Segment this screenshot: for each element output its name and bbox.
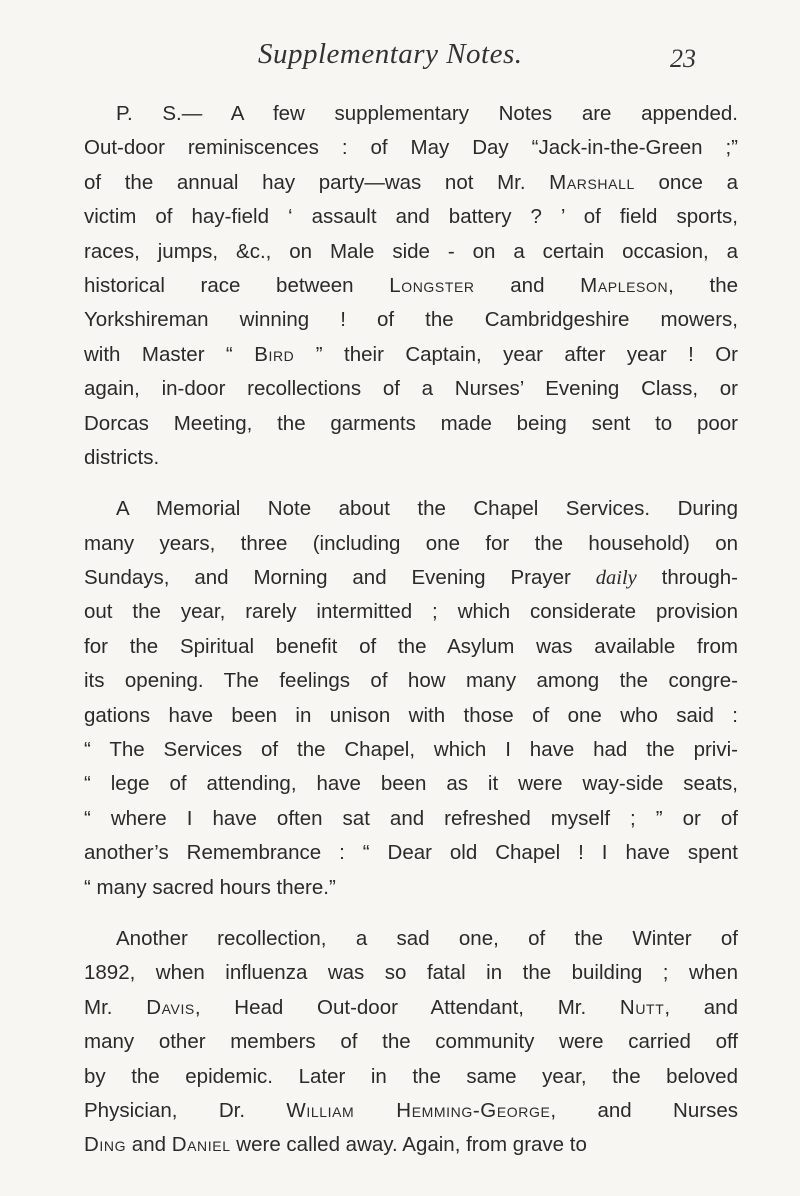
text-run: Dorcas Meeting, the garments made being sent to poor bbox=[84, 411, 738, 435]
text-run: gations have been in unison with those of one who said : bbox=[84, 703, 738, 727]
small-caps-name: Davis bbox=[146, 995, 195, 1019]
text-line bbox=[84, 1025, 738, 1059]
text-run: another’s Remembrance : “ Dear old Chapel ! I have spent bbox=[84, 841, 738, 865]
text-line bbox=[84, 269, 738, 303]
text-run: “ where I have often sat and refreshed myself ; ” or of bbox=[84, 806, 738, 830]
text-run: Sundays, and Morning and Evening Prayer bbox=[84, 566, 596, 590]
text-run: by the epidemic. Later in the same year, the beloved bbox=[84, 1064, 738, 1088]
text-line bbox=[84, 372, 738, 406]
paragraph bbox=[84, 97, 738, 475]
text-line bbox=[84, 871, 738, 905]
italic-text: daily bbox=[595, 567, 637, 590]
text-line bbox=[84, 956, 738, 990]
text-line bbox=[84, 664, 738, 698]
text-run: “ lege of attending, have been as it were way-side seats, bbox=[84, 772, 738, 796]
text-line bbox=[84, 131, 738, 165]
text-line bbox=[84, 303, 738, 337]
text-run: , the bbox=[668, 273, 738, 297]
text-run: Out-door reminiscences : of May Day “Jack-in-the-Green ;” bbox=[84, 136, 738, 160]
text-run: Mr. bbox=[84, 995, 147, 1019]
text-line bbox=[84, 836, 738, 870]
text-run: and bbox=[474, 273, 581, 297]
paragraph bbox=[84, 492, 738, 905]
text-line bbox=[84, 97, 738, 131]
text-run: its opening. The feelings of how many among the congre- bbox=[84, 669, 738, 693]
text-run: A Memorial Note about the Chapel Services. During bbox=[116, 497, 738, 521]
text-run: , and Nurses bbox=[550, 1098, 738, 1122]
text-run: were called away. Again, from grave to bbox=[230, 1133, 587, 1157]
text-line bbox=[84, 595, 738, 629]
text-run: again, in-door recollections of a Nurses’ Evening Class, or bbox=[84, 377, 738, 401]
running-title: Supplementary Notes. bbox=[258, 38, 523, 70]
text-line bbox=[84, 922, 738, 956]
text-line bbox=[84, 235, 738, 269]
text-run: many other members of the community were carried off bbox=[84, 1030, 738, 1054]
text-line bbox=[84, 407, 738, 441]
text-line bbox=[84, 561, 738, 595]
text-run: and bbox=[126, 1133, 172, 1157]
small-caps-name: Nutt bbox=[619, 995, 665, 1019]
text-line bbox=[84, 527, 738, 561]
page-number: 23 bbox=[670, 44, 696, 73]
text-line bbox=[84, 630, 738, 664]
text-line bbox=[84, 441, 738, 475]
paragraph-gap bbox=[84, 905, 738, 922]
small-caps-name: Longster bbox=[389, 273, 475, 297]
text-run: through- bbox=[636, 566, 738, 590]
text-run: 1892, when influenza was so fatal in the building ; when bbox=[84, 961, 738, 985]
text-line bbox=[84, 1128, 738, 1162]
text-line bbox=[84, 733, 738, 767]
text-line bbox=[84, 991, 738, 1025]
text-run: out the year, rarely intermitted ; which considerate provision bbox=[84, 600, 738, 624]
text-run: , Head Out-door Attendant, Mr. bbox=[194, 995, 620, 1019]
text-line bbox=[84, 767, 738, 801]
text-run: many years, three (including one for the household) on bbox=[84, 531, 738, 555]
text-run: for the Spiritual benefit of the Asylum was available from bbox=[84, 634, 738, 658]
small-caps-name: Daniel bbox=[171, 1133, 231, 1157]
small-caps-name: Bird bbox=[254, 342, 295, 366]
paragraph bbox=[84, 922, 738, 1163]
body-text bbox=[84, 97, 738, 1163]
text-run: Another recollection, a sad one, of the Winter of bbox=[116, 926, 738, 950]
text-run: “ The Services of the Chapel, which I have had the privi- bbox=[84, 738, 738, 762]
small-caps-name: William Hemming-George bbox=[286, 1098, 551, 1122]
small-caps-name: Ding bbox=[84, 1133, 127, 1157]
text-run: of the annual hay party—was not Mr. bbox=[84, 170, 550, 194]
text-line bbox=[84, 699, 738, 733]
page-header bbox=[0, 38, 800, 82]
text-run: victim of hay-field ‘ assault and battery ? ’ of field sports, bbox=[84, 205, 738, 229]
text-run: Yorkshireman winning ! of the Cambridgeshire mowers, bbox=[84, 308, 738, 332]
text-line bbox=[84, 200, 738, 234]
text-run: once a bbox=[634, 170, 738, 194]
text-line bbox=[84, 166, 738, 200]
text-line bbox=[84, 802, 738, 836]
text-line bbox=[84, 492, 738, 526]
text-run: “ many sacred hours there.” bbox=[84, 875, 336, 899]
text-run: , and bbox=[664, 995, 738, 1019]
text-run: with Master “ bbox=[84, 342, 255, 366]
paragraph-gap bbox=[84, 475, 738, 492]
text-line bbox=[84, 338, 738, 372]
text-run: historical race between bbox=[84, 273, 390, 297]
text-run: ” their Captain, year after year ! Or bbox=[294, 342, 738, 366]
text-run: Physician, Dr. bbox=[84, 1098, 287, 1122]
text-line bbox=[84, 1060, 738, 1094]
small-caps-name: Marshall bbox=[549, 170, 635, 194]
text-run: P. S.— A few supplementary Notes are appended. bbox=[116, 102, 738, 125]
text-run: districts. bbox=[84, 445, 160, 469]
text-line bbox=[84, 1094, 738, 1128]
text-run: races, jumps, &c., on Male side - on a certain occasion, a bbox=[84, 239, 738, 263]
small-caps-name: Mapleson bbox=[580, 273, 669, 297]
